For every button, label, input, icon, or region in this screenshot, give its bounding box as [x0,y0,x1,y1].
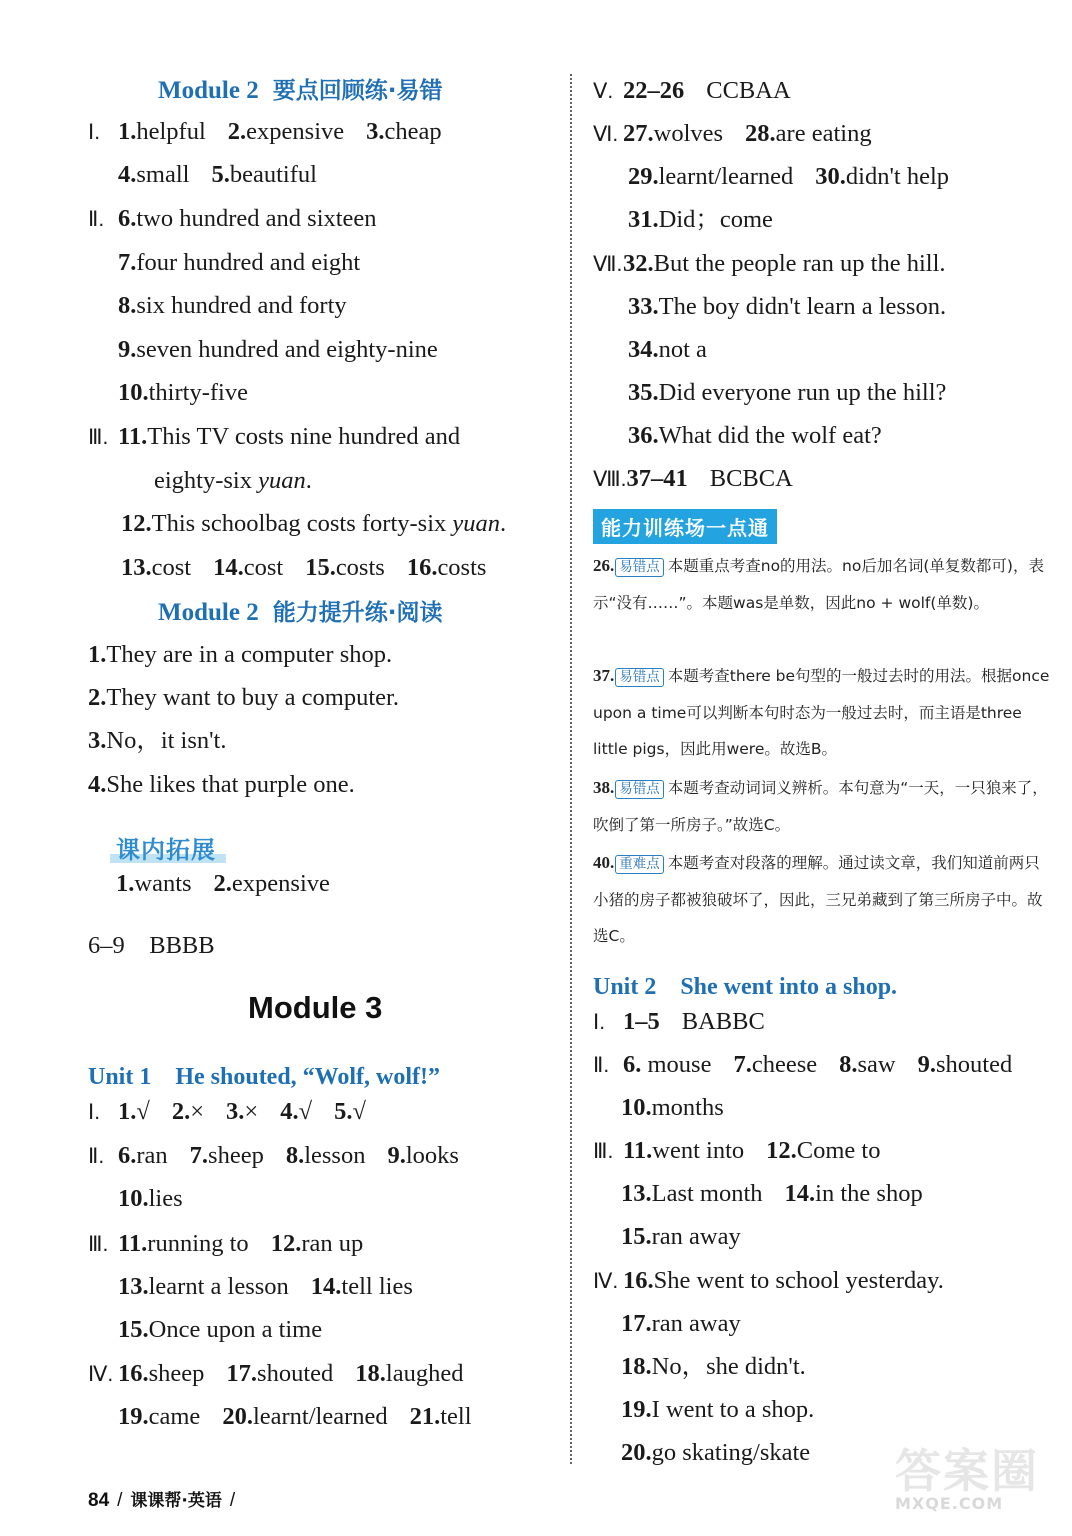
answer-line: 34.not a [628,336,707,363]
roman-numeral: Ⅶ. [593,253,623,276]
answer-line: 31.Did；come [628,206,773,233]
answer-line: 2.They want to buy a computer. [88,684,399,711]
book-title: 课课帮·英语 [130,1491,222,1511]
answer-line: 33.The boy didn't learn a lesson. [628,293,947,320]
explanation-note: 40. 重难点 本题考查对段落的理解。通过读文章，我们知道前两只小猪的房子都被狼破坏了，因此，三兄弟藏到了第三所房子中。故选C。 [593,853,1043,945]
answer-line: Ⅰ. 1.helpful 2.expensive 3.cheap [88,118,442,145]
watermark: 答案圈 MXQE.COM [895,1444,1039,1513]
explanation-note: 37. 易错点 本题考查there be句型的一般过去时的用法。根据once upon a time可以判断本句时态为一般过去时，而主语是three little pigs，因此用were。故选B。 [593,666,1050,758]
answer-line: 13.learnt a lesson 14.tell lies [118,1273,413,1300]
answer-line: 10.lies [118,1185,183,1212]
answer-line: Ⅶ.32.But the people ran up the hill. [593,250,946,277]
answer-line: 13.cost 14.cost 15.costs 16.costs [121,554,487,581]
answer-line: 15.ran away [621,1223,741,1250]
answer-line: 1.They are in a computer shop. [88,641,393,668]
answer-line: Ⅱ. 6.ran 7.sheep 8.lesson 9.looks [88,1142,459,1169]
unit1-heading: Unit 1 He shouted, “Wolf, wolf!” [88,1064,441,1090]
roman-numeral: Ⅲ. [88,1233,109,1256]
note-tag: 重难点 [615,855,664,874]
answer-line: 10.thirty-five [118,379,248,406]
answer-line: 12.This schoolbag costs forty-six yuan. [121,510,507,537]
answer-line: Ⅰ. 1–5 BABBC [593,1008,765,1035]
roman-numeral: Ⅰ. [88,121,101,144]
note-tag: 易错点 [615,668,664,687]
training-banner: 能力训练场一点通 [593,509,777,544]
roman-numeral: Ⅱ. [88,1145,105,1168]
answer-line: 29.learnt/learned 30.didn't help [628,163,950,190]
unit2-heading: Unit 2 She went into a shop. [593,974,898,1000]
explanation-note: 38. 易错点 本题考查动词词义辨析。本句意为“一天，一只狼来了，吹倒了第一所房子。”故选C。 [593,778,1048,834]
answer-line: 8.six hundred and forty [118,292,347,319]
heading-cn: 要点回顾练·易错 [272,78,443,104]
roman-numeral: Ⅲ. [88,426,109,449]
column-divider [570,74,572,1464]
answer-line: 1.wants 2.expensive [116,870,330,897]
roman-numeral: Ⅱ. [593,1054,610,1077]
module2-reading-heading [158,600,442,625]
note-tag: 易错点 [615,558,664,577]
roman-numeral: Ⅰ. [88,1101,101,1124]
roman-numeral: Ⅰ. [593,1011,606,1034]
page-footer: 84 / 课课帮·英语 / [88,1490,236,1511]
answer-line: Ⅵ. 27.wolves 28.are eating [593,120,872,147]
answer-line: 9.seven hundred and eighty-nine [118,336,438,363]
answer-line: Ⅳ. 16.She went to school yesterday. [593,1267,944,1294]
roman-numeral: Ⅷ. [593,468,627,491]
roman-numeral: Ⅵ. [593,123,619,146]
answer-line: 15.Once upon a time [118,1316,323,1343]
answer-line: 35.Did everyone run up the hill? [628,379,947,406]
answer-line: Ⅱ. 6. mouse 7.cheese 8.saw 9.shouted [593,1051,1013,1078]
answer-line: 19.I went to a shop. [621,1396,815,1423]
answer-line: 20.go skating/skate [621,1439,811,1466]
answer-line: Ⅴ. 22–26 CCBAA [593,77,791,104]
note-tag: 易错点 [615,780,664,799]
answer-line: 3.No，it isn't. [88,727,227,754]
heading-en: Module 2 [158,77,259,104]
answer-line: Ⅲ. 11.went into 12.Come to [593,1137,881,1164]
explanation-note: 26. 易错点 本题重点考查no的用法。no后加名词(单复数都可)，表示“没有……”。本题was是单数，因此no + wolf(单数)。 [593,556,1044,612]
answer-line: Ⅷ.37–41 BCBCA [593,465,793,492]
answer-line: eighty-six yuan. [154,467,312,494]
extension-heading: 课内拓展 [116,830,216,865]
roman-numeral: Ⅴ. [593,80,614,103]
answer-line: Ⅲ. 11.This TV costs nine hundred and [88,423,461,450]
answer-line: Ⅱ. 6.two hundred and sixteen [88,205,377,232]
answer-line: Ⅲ. 11.running to 12.ran up [88,1230,364,1257]
heading-en: Module 2 [158,599,259,626]
answer-line: Ⅰ. 1.√ 2.× 3.× 4.√ 5.√ [88,1098,366,1125]
answer-line: 18.No，she didn't. [621,1353,806,1380]
page-number: 84 [88,1490,110,1511]
answer-line: 13.Last month 14.in the shop [621,1180,923,1207]
roman-numeral: Ⅳ. [88,1363,114,1386]
answer-line: 10.months [621,1094,724,1121]
answer-line: 4.small 5.beautiful [118,161,317,188]
answer-line: 19.came 20.learnt/learned 21.tell [118,1403,472,1430]
answer-line: 4.She likes that purple one. [88,771,355,798]
roman-numeral: Ⅳ. [593,1270,619,1293]
answer-line: 6–9 BBBB [88,932,215,959]
answer-line: Ⅳ. 16.sheep 17.shouted 18.laughed [88,1360,464,1387]
module3-title: Module 3 [248,990,383,1025]
roman-numeral: Ⅲ. [593,1140,614,1163]
answer-line: 36.What did the wolf eat? [628,422,882,449]
roman-numeral: Ⅱ. [88,208,105,231]
heading-cn: 能力提升练·阅读 [272,600,443,626]
module2-review-heading [158,78,442,103]
answer-line: 7.four hundred and eight [118,249,361,276]
answer-line: 17.ran away [621,1310,741,1337]
